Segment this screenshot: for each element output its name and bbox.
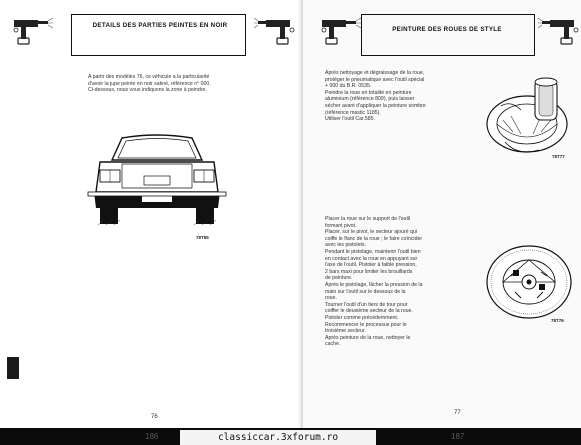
car-rear-view-illustration [82, 130, 232, 240]
right-scan-number: 187 [451, 432, 465, 441]
left-scan-number: 186 [145, 432, 159, 441]
spray-gun-icon [538, 16, 580, 48]
left-header-title: DETAILS DES PARTIES PEINTES EN NOIR [92, 22, 228, 29]
right-header-box [361, 14, 535, 56]
wheel-paint-tool-illustration [481, 70, 577, 162]
right-figure-2-label: 78T76 [551, 318, 564, 323]
right-figure-1-label: 78T77 [552, 154, 565, 159]
spray-gun-icon [12, 16, 54, 48]
left-page-number: 76 [151, 414, 158, 420]
right-header-title: PEINTURE DES ROUES DE STYLE [392, 26, 502, 33]
right-page-number: 77 [454, 410, 461, 416]
site-caption: classiccar.3xforum.ro [180, 430, 376, 445]
section-tab-marker [7, 357, 19, 379]
spray-gun-icon [254, 16, 296, 48]
right-page [303, 0, 581, 428]
right-paragraph-2: Placer la roue sur le support de l'outil formant pivot. Placer, sur le pivot, le secteur ajouré qui coiffe le flanc de la roue ; le faire coïncider avec les pistolets. Pendant le pistolage, maintenir l'outil bien en contact avec la roue en appuyant sur l'axe de l'outil. Pistoler à faible pression, 2 bars maxi pour limiter les brouillards de peinture. Après le pistolage, lâcher la pression de la main sur l'outil sur le dessous de la roue. Tourner l'outil d'un tiers de tour pour coiffer le deuxième secteur de la roue. Pistoler comme précédemment. Recommencer le processus pour le troisième secteur. Après peinture de la roue, nettoyer le cache. [325, 216, 423, 348]
wheel-sector-cover-illustration [483, 240, 575, 326]
left-intro-text: A partir des modèles 76, ce véhicule a la particularité d'avoir la jupe peinte en noir satiné, référence n° 000. Ci-dessous, nous vous indiquons la zone à peindre. [88, 74, 211, 94]
right-paragraph-1: Après nettoyage et dégraissage de la roue, protéger le pneumatique avec l'outil spécial + 000 du B.R. 0535. Peindre la roue en totalité en peinture aluminium (référence 809), puis laisser sécher avant d'appliquer la peinture sombre (référence mastic 1185). Utiliser l'outil Car.585. [325, 70, 426, 123]
left-figure-label: 78T85 [196, 235, 209, 240]
left-header-box [71, 14, 246, 56]
spray-gun-icon [320, 16, 362, 48]
